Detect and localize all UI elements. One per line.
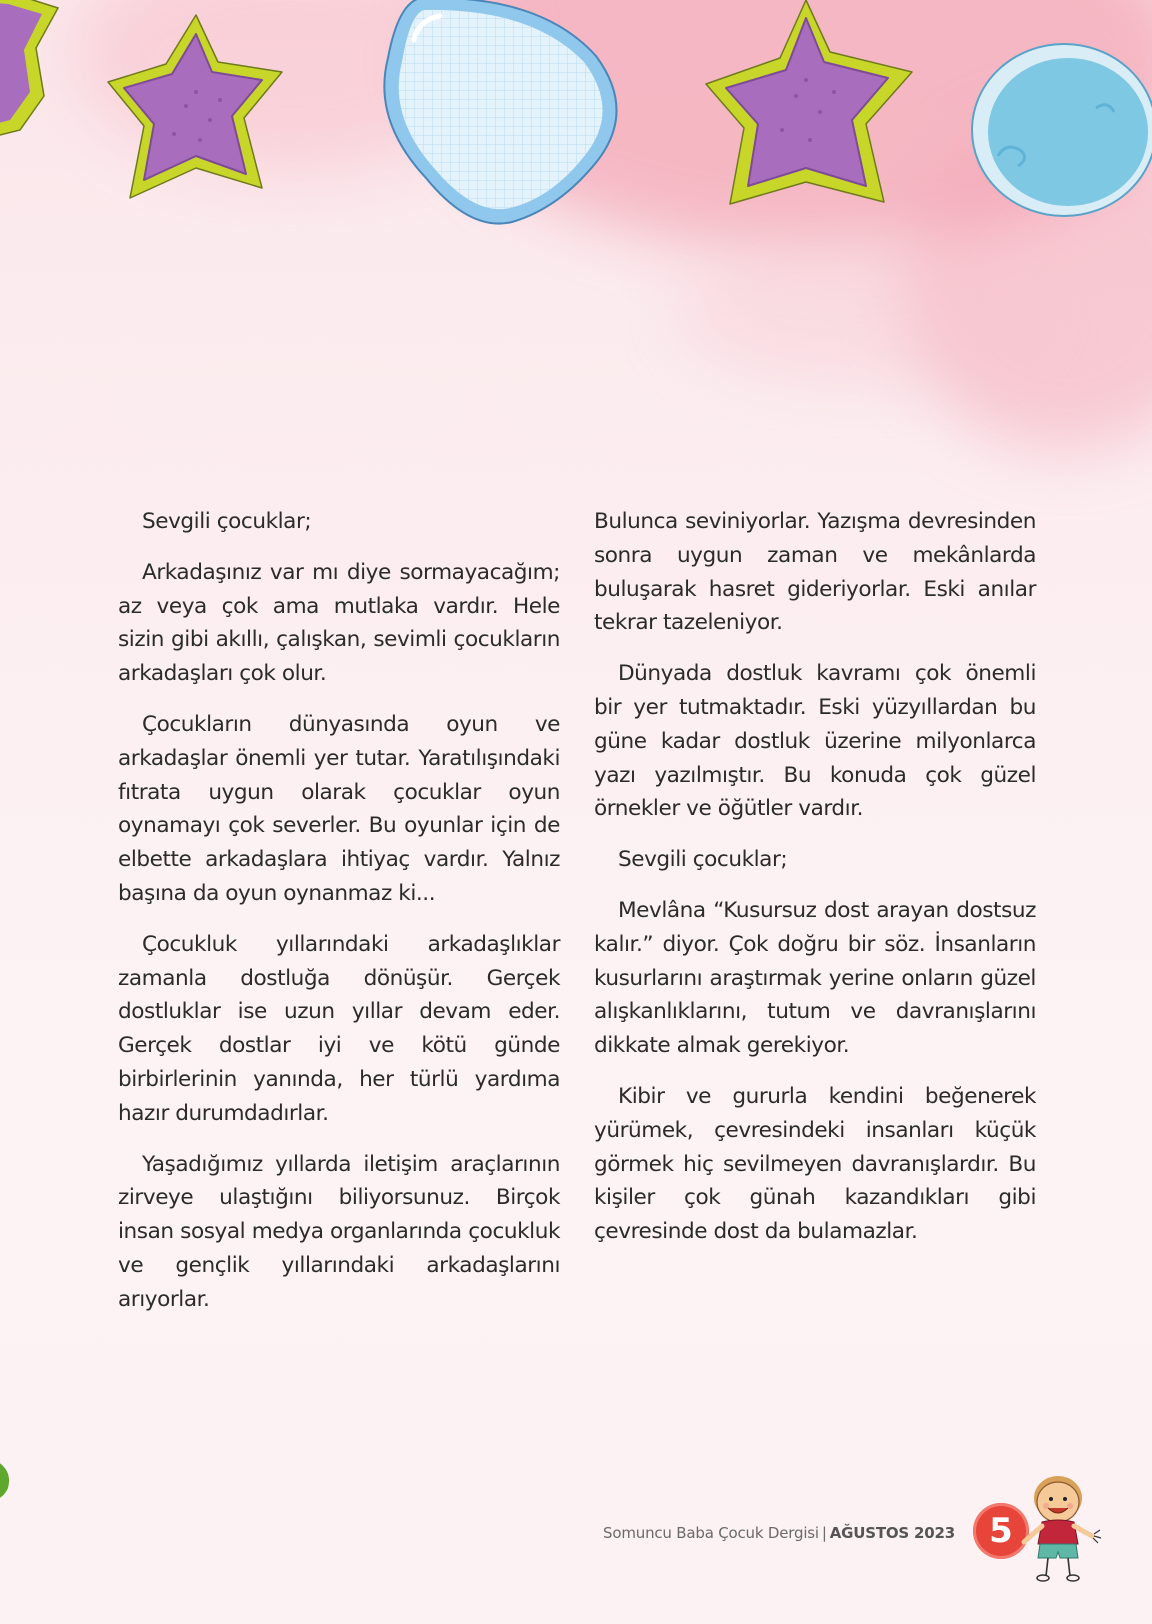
article-left-column <box>118 505 560 1334</box>
article-paragraph: Çocukların dünyasında oyun ve arkadaşlar önemli yer tutar. Yaratılışındaki fıtrata uygun olarak çocuklar oyun oynamayı çok severler. Bu oyunlar için de elbette arkadaşlara ihtiyaç vardır. Yalnız başına da oyun oynanmaz ki... <box>118 711 560 906</box>
page-footer <box>560 1524 955 1542</box>
article-paragraph: Dünyada dostluk kavramı çok önemli bir yer tutmaktadır. Eski yüzyıllardan bu güne kadar dostluk üzerine milyonlarca yazı yazılmıştır. Bu konuda çok güzel örnekler ve öğütler vardır. <box>594 661 1036 822</box>
watercolor-wash <box>680 240 1040 380</box>
article-paragraph: Mevlâna “Kusursuz dost arayan dostsuz kalır.” diyor. Çok doğru bir söz. İnsanların kusurlarını araştırmak yerine onların güzel alışkanlıklarını, tutum ve davranışlarını dikkate almak gerekiyor. <box>594 897 1036 1059</box>
bubble-icon <box>972 44 1152 216</box>
article-right-column <box>594 505 1036 1266</box>
issue-date: AĞUSTOS 2023 <box>829 1524 955 1542</box>
starfish-icon <box>706 0 912 204</box>
footer-separator: | <box>821 1524 827 1542</box>
cartoon-kid-icon <box>1018 1474 1104 1584</box>
article-paragraph: Çocukluk yıllarındaki arkadaşlıklar zamanla dostluğa dönüşür. Gerçek dostluklar ise uzun yıllar devam eder. Gerçek dostlar iyi ve kötü günde birbirlerinin yanında, her türlü yardıma hazır durumdadırlar. <box>118 931 560 1126</box>
leaf-icon <box>0 1448 26 1508</box>
article-paragraph: Sevgili çocuklar; <box>142 509 312 534</box>
magazine-name: Somuncu Baba Çocuk Dergisi <box>603 1524 819 1542</box>
bubble-icon <box>384 0 616 224</box>
header-decoration <box>0 0 1152 240</box>
article-paragraph: Arkadaşınız var mı diye sormayacağım; az veya çok ama mutlaka vardır. Hele sizin gibi akıllı, çalışkan, sevimli çocukların arkadaşları çok olur. <box>118 559 560 687</box>
starfish-icon <box>108 15 282 198</box>
page-number: 5 <box>973 1503 1029 1559</box>
starfish-icon <box>0 0 58 140</box>
article-paragraph: Kibir ve gururla kendini beğenerek yürümek, çevresindeki insanları küçük görmek hiç sevilmeyen davranışlardır. Bu kişiler çok günah kazandıkları gibi çevresinde dost da bulamazlar. <box>594 1083 1036 1245</box>
article-paragraph: Bulunca seviniyorlar. Yazışma devresinden sonra uygun zaman ve mekânlarda buluşarak hasret gideriyorlar. Eski anılar tekrar tazeleniyor. <box>594 509 1036 636</box>
article-paragraph: Sevgili çocuklar; <box>618 847 788 873</box>
article-paragraph: Yaşadığımız yıllarda iletişim araçlarının zirveye ulaştığını biliyorsunuz. Birçok insan sosyal medya organlarında çocukluk ve gençlik yıllarındaki arkadaşlarını arıyorlar. <box>118 1151 560 1312</box>
